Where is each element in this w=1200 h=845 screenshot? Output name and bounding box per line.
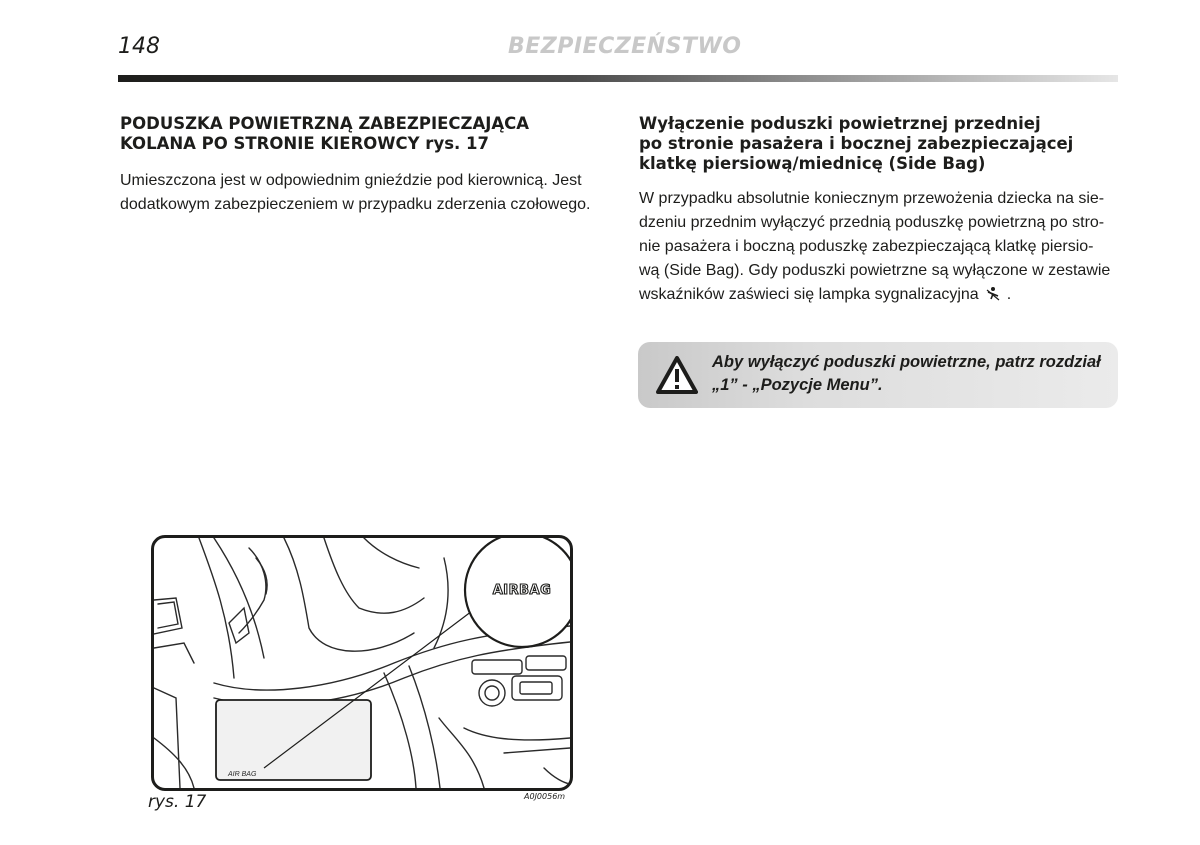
deactivation-heading	[639, 114, 1129, 174]
deactivation-body-line: wą (Side Bag). Gdy poduszki powietrzne są wyłączone w zestawie	[639, 262, 1111, 279]
knee-airbag-panel	[216, 700, 371, 780]
zoom-label: AIRBAG	[492, 583, 552, 598]
deactivation-heading-line: klatkę piersiową/miednicę (Side Bag)	[639, 154, 986, 173]
knee-airbag-heading	[120, 114, 620, 154]
knee-airbag-heading-line: PODUSZKA POWIETRZNĄ ZABEZPIECZAJĄCA	[120, 114, 530, 133]
page-number: 148	[118, 34, 160, 59]
dashboard-illustration	[154, 538, 570, 788]
knee-airbag-body-line: Umieszczona jest w odpowiednim gnieździe pod kierownicą. Jest	[120, 172, 582, 189]
deactivation-body-line: dzeniu przednim wyłączyć przednią poduszkę powietrzną po stro-	[639, 214, 1105, 231]
running-head: BEZPIECZEŃSTWO	[508, 34, 742, 59]
knee-airbag-body	[120, 169, 620, 217]
deactivation-body-line: W przypadku absolutnie koniecznym przewożenia dziecka na sie-	[639, 190, 1105, 207]
deactivation-heading-line: Wyłączenie poduszki powietrznej przedniej	[639, 114, 1041, 133]
callout-line: Aby wyłączyć poduszki powietrzne, patrz rozdział	[712, 353, 1101, 371]
deactivation-heading-line: po stronie pasażera i bocznej zabezpieczającej	[639, 134, 1074, 153]
airbag-off-indicator-icon	[985, 286, 1001, 310]
header-rule	[118, 75, 1118, 82]
callout-line: „1” - „Pozycje Menu”.	[712, 376, 883, 394]
deactivation-body	[639, 187, 1129, 310]
warning-triangle-icon	[656, 356, 698, 394]
panel-label: AIR BAG	[228, 771, 257, 778]
deactivation-body-end: .	[1006, 286, 1012, 303]
deactivation-body-line: nie pasażera i boczną poduszkę zabezpieczającą klatkę piersio-	[639, 238, 1094, 255]
callout-text	[712, 351, 1107, 397]
knee-airbag-body-line: dodatkowym zabezpieczeniem w przypadku zderzenia czołowego.	[120, 196, 591, 213]
figure-caption: rys. 17	[148, 792, 207, 812]
knee-airbag-heading-line: KOLANA PO STRONIE KIEROWCY rys. 17	[120, 134, 489, 153]
figure-code: A0J0056m	[524, 792, 566, 801]
note-callout	[638, 342, 1118, 408]
deactivation-body-line: wskaźników zaświeci się lampka sygnalizacyjna	[639, 286, 979, 303]
figure-knee-airbag	[151, 535, 573, 791]
